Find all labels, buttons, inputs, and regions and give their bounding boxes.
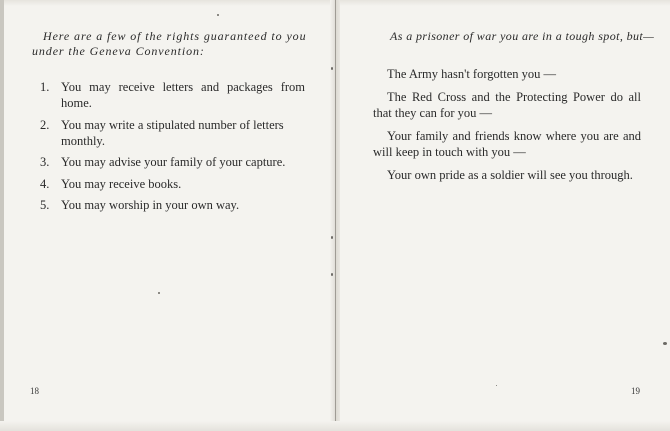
list-item-number: 1. <box>40 80 50 94</box>
list-item-text: You may receive letters and packages from home. <box>61 80 305 110</box>
paper-speck <box>158 292 160 294</box>
list-item <box>40 197 305 213</box>
bottom-page-edge <box>0 421 670 431</box>
paper-speck <box>496 385 497 386</box>
left-page <box>0 0 330 431</box>
list-item <box>40 79 305 111</box>
list-item-text: You may write a stipulated number of letters monthly. <box>61 117 284 148</box>
list-item-number: 2. <box>40 117 50 132</box>
right-page <box>340 0 670 431</box>
list-item <box>40 154 305 170</box>
list-item-text: You may worship in your own way. <box>61 198 240 212</box>
gutter-fold-line <box>335 0 336 431</box>
body-paragraph: The Army hasn't forgotten you — <box>387 67 557 81</box>
rights-intro: Here are a few of the rights guaranteed to you under the Geneva Convention: <box>32 29 307 58</box>
paper-speck <box>331 67 333 70</box>
list-item-text: You may advise your family of your capture. <box>61 155 286 169</box>
list-item-number: 4. <box>40 176 50 191</box>
paper-speck <box>663 342 667 345</box>
paper-speck <box>331 273 333 276</box>
list-item-number: 3. <box>40 155 50 169</box>
body-paragraph: The Red Cross and the Protecting Power do all that they can for you — <box>373 90 641 120</box>
body-paragraph: Your family and friends know where you are and will keep in touch with you — <box>373 129 641 159</box>
rights-list <box>40 79 305 219</box>
paper-speck <box>217 14 219 16</box>
right-page-heading: As a prisoner of war you are in a tough spot, but— <box>390 29 655 43</box>
page-number-left: 18 <box>30 386 39 396</box>
list-item-number: 5. <box>40 198 50 212</box>
paper-speck <box>331 236 333 239</box>
list-item <box>40 176 305 192</box>
list-item <box>40 117 305 149</box>
right-page-body <box>373 66 641 190</box>
body-paragraph: Your own pride as a soldier will see you through. <box>387 168 633 182</box>
list-item-text: You may receive books. <box>61 176 182 191</box>
page-number-right: 19 <box>631 386 640 396</box>
